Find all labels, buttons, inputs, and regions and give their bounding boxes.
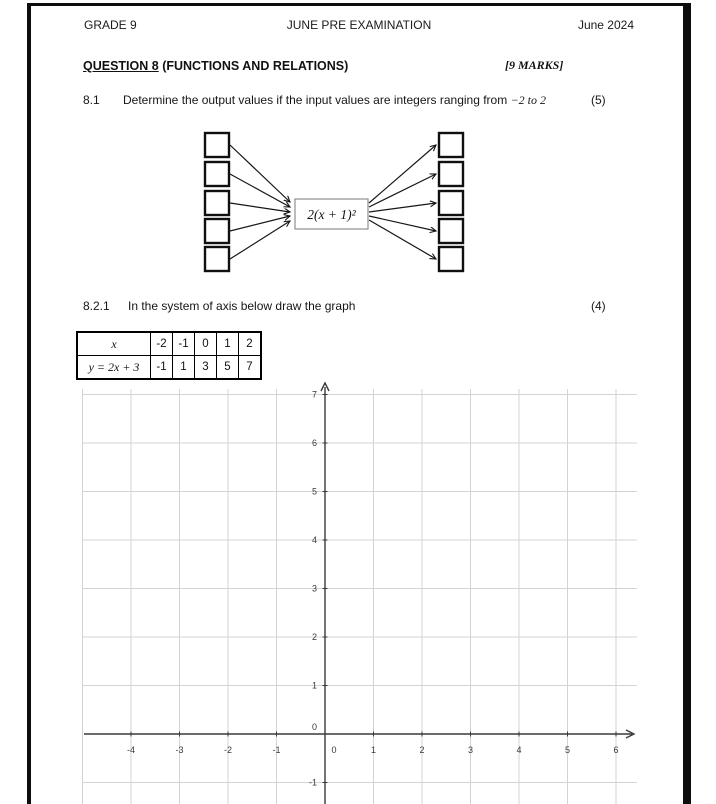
output-arrow (369, 203, 436, 212)
page-border-top (27, 3, 691, 6)
table-y-label: y = 2x + 3 (77, 356, 151, 380)
input-arrow (230, 145, 290, 202)
y-tick-label: 7 (311, 389, 317, 400)
table-cell: -1 (151, 356, 173, 380)
input-arrow (230, 216, 290, 231)
input-arrow (230, 203, 290, 212)
x-tick-label: 4 (516, 745, 522, 755)
q8-2-1-text: In the system of axis below draw the graph (128, 299, 356, 313)
values-table (76, 331, 262, 380)
machine-rule-label: 2(x + 1)² (307, 207, 356, 222)
table-row-y (77, 356, 261, 380)
table-cell: 0 (195, 332, 217, 356)
question-subject: (FUNCTIONS AND RELATIONS) (158, 59, 349, 73)
table-cell: 3 (195, 356, 217, 380)
input-arrow (230, 174, 290, 207)
output-box (439, 247, 463, 271)
output-box (439, 219, 463, 243)
x-tick-label: 3 (467, 745, 474, 755)
table-x-label: x (77, 332, 151, 356)
question-heading (83, 59, 348, 73)
x-tick-label: -3 (175, 745, 184, 755)
input-arrow (230, 221, 290, 259)
table-row-x (77, 332, 261, 356)
y-tick-label: 4 (311, 535, 317, 545)
output-box (439, 162, 463, 186)
table-cell: 5 (217, 356, 239, 380)
q8-1-range: −2 to 2 (510, 93, 546, 107)
q8-2-1-number: 8.2.1 (83, 299, 110, 313)
output-arrow (369, 145, 436, 203)
y-tick-label: -1 (308, 777, 317, 788)
x-tick-label: -2 (223, 745, 233, 755)
header-title: JUNE PRE EXAMINATION (286, 18, 432, 32)
x-tick-label: 5 (564, 745, 571, 755)
question-number-title: QUESTION 8 (83, 59, 159, 73)
y-tick-label: 5 (311, 486, 317, 497)
question-marks: [9 MARKS] (505, 58, 564, 72)
x-tick-label: 2 (419, 745, 425, 755)
input-box (205, 247, 229, 271)
q8-1-text (123, 93, 546, 108)
y-tick-label: 3 (311, 583, 317, 594)
x-tick-label: -1 (272, 745, 281, 755)
coordinate-grid (0, 380, 716, 804)
y-tick-label: 2 (311, 632, 317, 642)
input-box (205, 133, 229, 157)
header-grade: GRADE 9 (84, 18, 137, 32)
input-box (205, 191, 229, 215)
table-cell: 7 (239, 356, 262, 380)
q8-1-text-main: Determine the output values if the input values are integers ranging from (123, 93, 511, 107)
output-box (439, 133, 463, 157)
header-date: June 2024 (577, 18, 634, 32)
output-arrow (369, 216, 436, 231)
output-arrow (369, 220, 436, 259)
input-box (205, 219, 229, 243)
table-cell: 1 (217, 332, 239, 356)
table-cell: 1 (173, 356, 195, 380)
x-tick-label: 1 (370, 745, 377, 755)
x-tick-label: 6 (613, 745, 619, 755)
output-box (439, 191, 463, 215)
y-tick-label: 1 (311, 680, 317, 691)
q8-2-1-marks: (4) (591, 299, 606, 313)
output-arrow (369, 174, 436, 207)
table-cell: -2 (151, 332, 173, 356)
q8-1-number: 8.1 (83, 93, 100, 107)
table-cell: 2 (239, 332, 262, 356)
x-tick-label: -4 (126, 745, 136, 755)
q8-1-marks: (5) (591, 93, 606, 107)
input-box (205, 162, 229, 186)
function-machine-diagram (195, 128, 475, 280)
y-tick-label: 0 (311, 722, 317, 732)
table-cell: -1 (173, 332, 195, 356)
y-tick-label: 6 (311, 438, 317, 448)
x-tick-label: 0 (331, 745, 337, 755)
